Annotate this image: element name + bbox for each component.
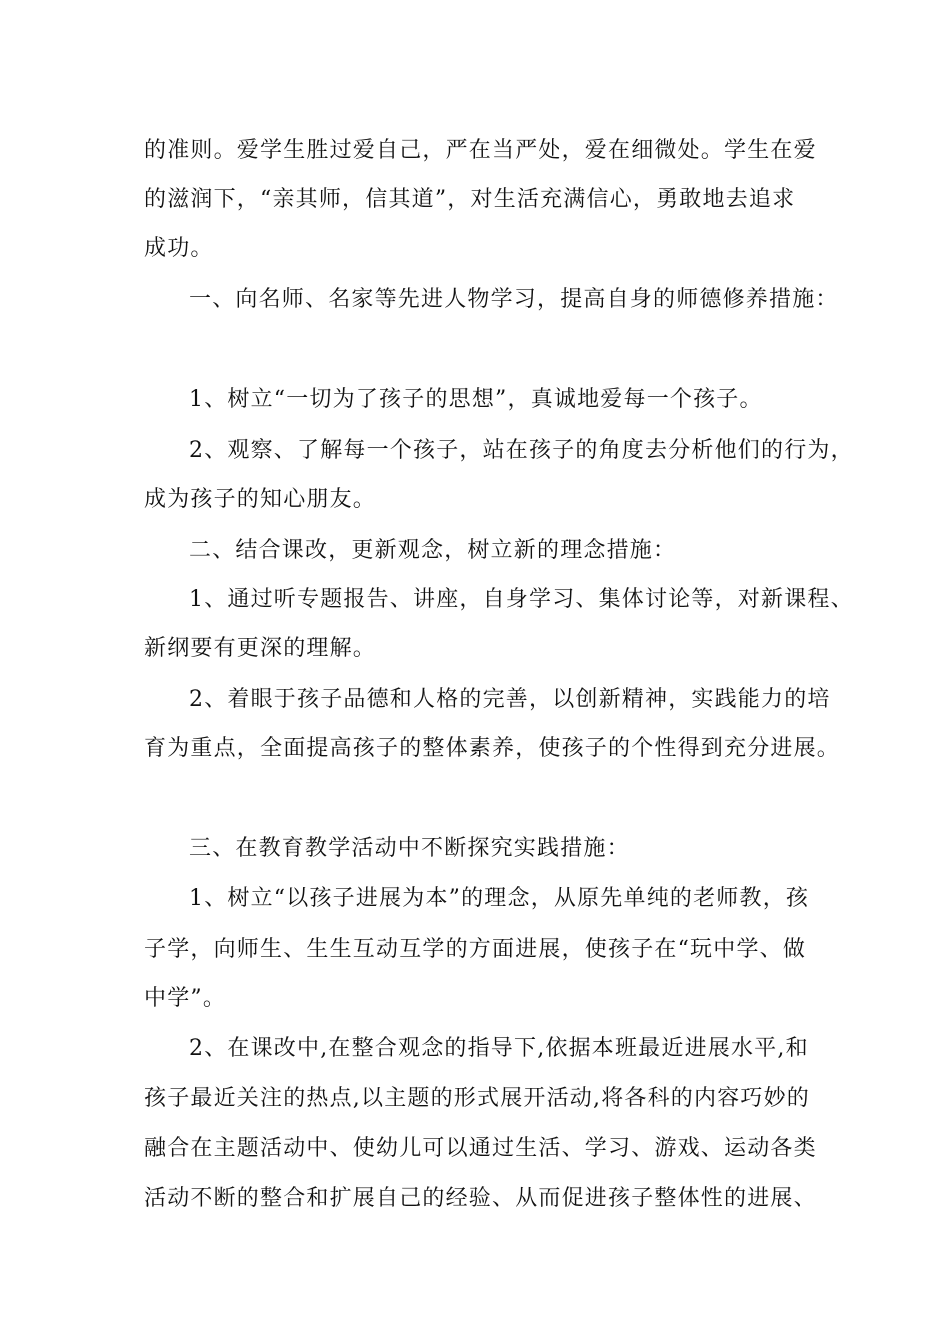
section-heading-2: 二、结合课改，更新观念，树立新的理念措施： <box>189 538 677 563</box>
text-line: 1、树立“一切为了孩子的思想”，真诚地爱每一个孩子。 <box>189 387 763 412</box>
text-line: 融合在主题活动中、使幼儿可以通过生活、学习、游戏、运动各类 <box>144 1136 817 1161</box>
text-line: 的准则。爱学生胜过爱自己，严在当严处，爱在细微处。学生在爱 <box>144 138 817 163</box>
text-line: 活动不断的整合和扩展自己的经验、从而促进孩子整体性的进展、 <box>144 1186 817 1211</box>
section-heading-1: 一、向名师、名家等先进人物学习，提高自身的师德修养措施： <box>189 287 839 312</box>
text-line: 成为孩子的知心朋友。 <box>144 487 377 512</box>
text-line: 的滋润下，“亲其师，信其道”，对生活充满信心，勇敢地去追求 <box>144 187 796 212</box>
text-line: 2、在课改中,在整合观念的指导下,依据本班最近进展水平,和 <box>189 1036 809 1061</box>
text-line: 育为重点，全面提高孩子的整体素养，使孩子的个性得到充分进展。 <box>144 736 841 761</box>
text-line: 1、树立“以孩子进展为本”的理念，从原先单纯的老师教，孩 <box>189 886 810 911</box>
text-line: 新纲要有更深的理解。 <box>144 636 377 661</box>
section-heading-3: 三、在教育教学活动中不断探究实践措施： <box>189 836 630 861</box>
text-line: 成功。 <box>144 236 214 261</box>
text-line: 1、通过听专题报告、讲座，自身学习、集体讨论等，对新课程、 <box>189 587 854 612</box>
text-line: 子学，向师生、生生互动互学的方面进展，使孩子在“玩中学、做 <box>144 937 807 962</box>
text-line: 2、着眼于孩子品德和人格的完善，以创新精神，实践能力的培 <box>189 687 831 712</box>
text-line: 中学”。 <box>144 986 227 1011</box>
text-line: 2、观察、了解每一个孩子，站在孩子的角度去分析他们的行为， <box>189 438 854 463</box>
text-line: 孩子最近关注的热点,以主题的形式展开活动,将各科的内容巧妙的 <box>144 1086 810 1111</box>
